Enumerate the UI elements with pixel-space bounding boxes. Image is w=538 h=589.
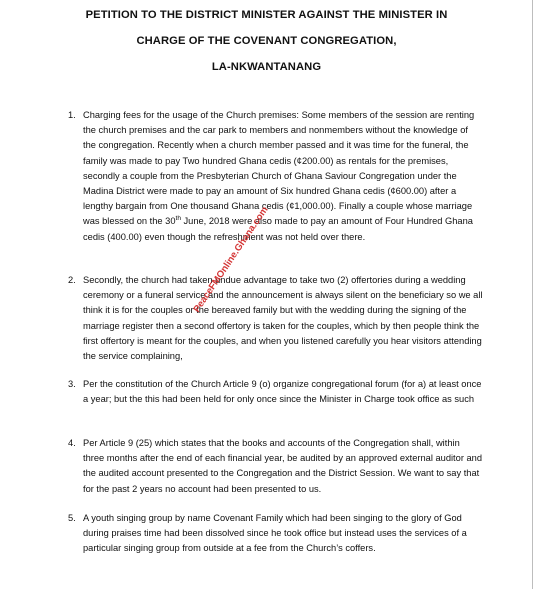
petition-title-line-2: CHARGE OF THE COVENANT CONGREGATION, [136,35,397,47]
list-item [68,108,483,245]
petition-title-line-3: LA-NKWANTANANG [211,61,322,73]
item-text: Secondly, the church had taken undue advantage to take two (2) offertories during a wedding ceremony or a funeral service and the announcement is always silent on the beneficiary so we all think it is for the couples or the bereaved family but with the wedding during the signing of the marriage register then a second offertory is taken for the couples, which by then people think the first offertory is meant for the couples, and when you listened carefully you hear visitors attending the service complaining, [83,275,483,362]
list-item [68,273,483,364]
item-text-part: June, 2018 were also made to pay an amount of Four Hundred Ghana cedis (400.00) even though the refreshment was not held over there. [83,216,473,242]
item-text-part: Charging fees for the usage of the Church premises: Some members of the session are renting the church premises and the car park to members and nonmembers without the knowledge of the congregation. Recently when a church member passed and it was time for the funeral, the family was made to pay Two hundred Ghana cedis (¢200.00) as rentals for the premises, secondly a couple from the Presbyterian Church of Ghana Saviour Congregation under the Madina District were made to pay an amount of Six hundred Ghana cedis (¢600.00) after a lengthy bargain from One thousand Ghana cedis (¢1,000.00). Finally a couple whose marriage was blessed on the 30 [83,110,475,227]
list-item [68,436,483,497]
list-item [68,511,483,557]
item-number: 3. [68,379,76,389]
ordinal-suffix: th [175,215,181,223]
item-text [83,108,483,245]
item-number: 1. [68,110,76,120]
petition-title-line-1: PETITION TO THE DISTRICT MINISTER AGAINST THE MINISTER IN [85,9,448,21]
list-item [68,377,483,407]
watermark: PeaceFMOnline.Ghana.com [191,204,271,315]
item-text: Per Article 9 (25) which states that the books and accounts of the Congregation shall, within three months after the end of each financial year, be audited by an approved external auditor and the audited account presented to the Congregation and the District Session. We want to say that for the past 2 years no account had been presented to us. [83,438,483,494]
item-number: 5. [68,513,76,523]
item-number: 2. [68,275,76,285]
item-number: 4. [68,438,76,448]
item-text: Per the constitution of the Church Article 9 (o) organize congregational forum (for a) at least once a year; but the this had been held for only once since the Minister in Charge took office as such [83,379,482,405]
item-text: A youth singing group by name Covenant Family which had been singing to the glory of God during praises time had been dissolved since he took office but instead uses the services of a particular singing group from outside at a fee from the Church’s coffers. [83,513,467,554]
